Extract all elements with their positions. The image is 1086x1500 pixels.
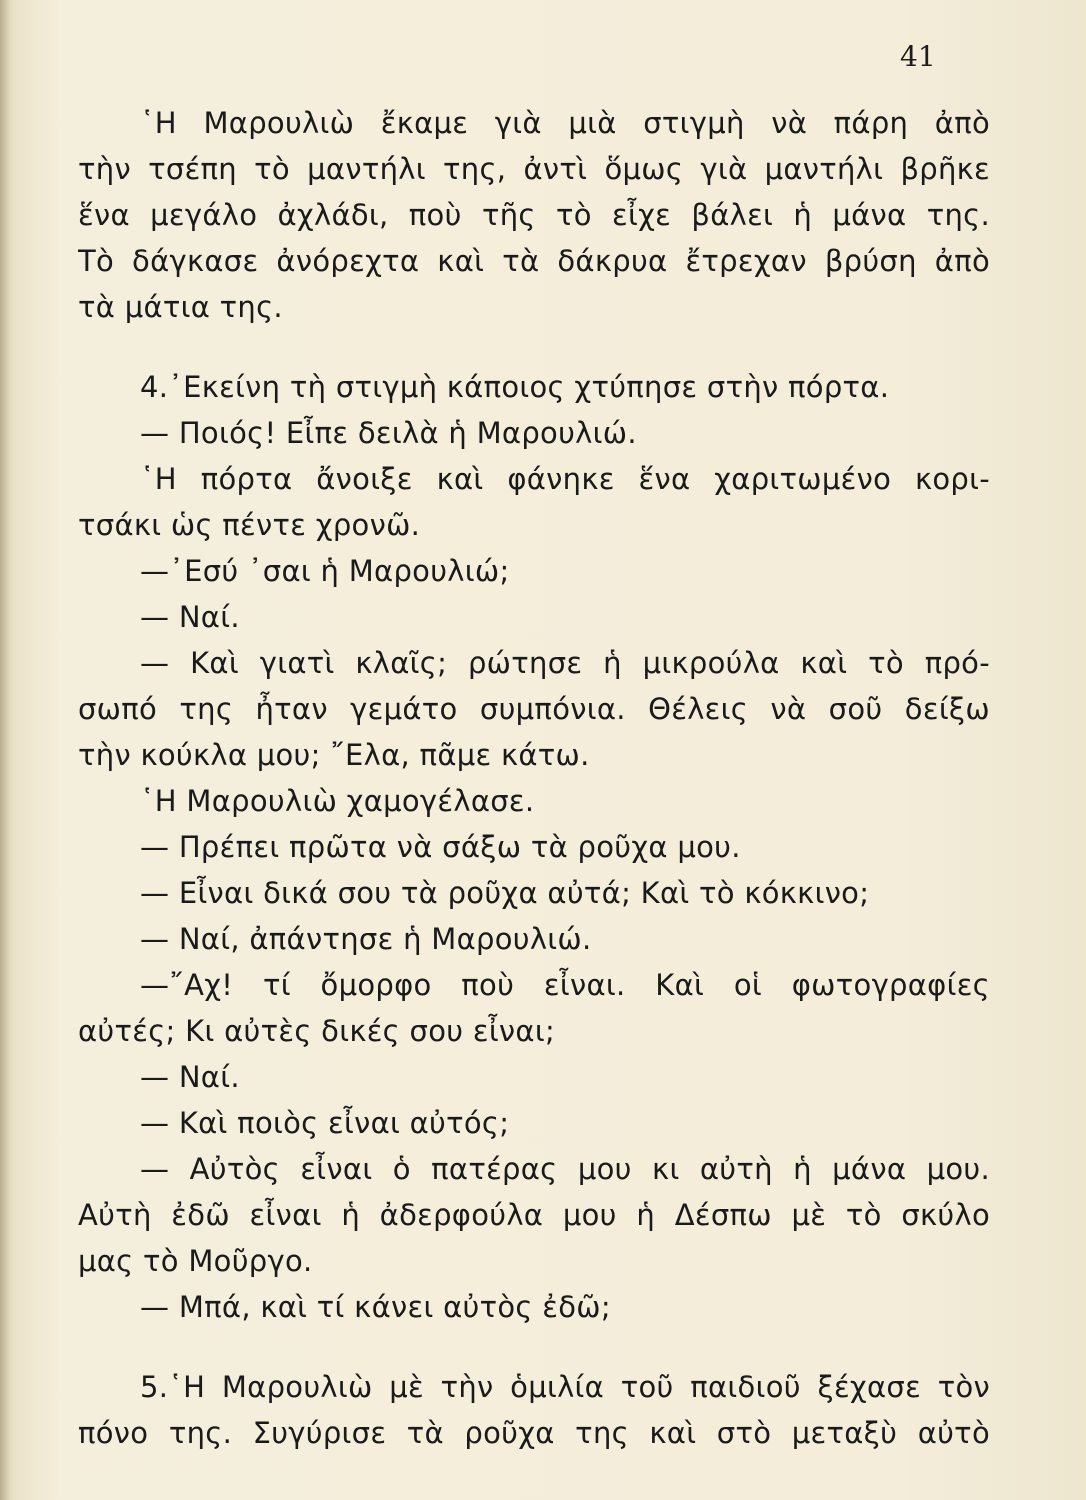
- page-number: 41: [900, 40, 936, 73]
- dialogue-line: — Μπά, καὶ τί κάνει αὐτὸς ἐδῶ;: [140, 1290, 611, 1324]
- section-heading-line: 5.῾Η Μαρουλιὼ μὲ τὴν ὁμιλία τοῦ παιδιοῦ ξέχασε τὸν: [140, 1370, 990, 1404]
- text-line: σωπό της ἦταν γεμάτο συμπόνια. Θέλεις νὰ σοῦ δείξω: [78, 692, 990, 726]
- page-spine-edge: [0, 0, 10, 1500]
- text-line: μας τὸ Μοῦργο.: [78, 1244, 313, 1278]
- dialogue-line: — Καὶ γιατὶ κλαῖς; ρώτησε ἡ μικρούλα καὶ τὸ πρό-: [140, 646, 990, 680]
- paragraph-gap: [78, 330, 990, 364]
- text-line: πόνο της. Συγύρισε τὰ ροῦχα της καὶ στὸ μεταξὺ αὐτὸ: [78, 1416, 990, 1450]
- text-line: αὐτές; Κι αὐτὲς δικές σου εἶναι;: [78, 1014, 556, 1048]
- text-line: τὰ μάτια της.: [78, 290, 283, 324]
- text-line: Αὐτὴ ἐδῶ εἶναι ἡ ἀδερφούλα μου ἡ Δέσπω μὲ τὸ σκύλο: [78, 1198, 990, 1232]
- text-line: τσάκι ὡς πέντε χρονῶ.: [78, 508, 421, 542]
- text-line: τὴν τσέπη τὸ μαντήλι της, ἀντὶ ὅμως γιὰ μαντήλι βρῆκε: [78, 152, 990, 186]
- dialogue-line: — Ναί.: [140, 1060, 240, 1094]
- dialogue-line: — Ναί.: [140, 600, 240, 634]
- text-line: ῾Η πόρτα ἄνοιξε καὶ φάνηκε ἕνα χαριτωμένο κορι-: [140, 462, 990, 496]
- paragraph-gap: [78, 1330, 990, 1364]
- section-heading-line: 4.᾿Εκείνη τὴ στιγμὴ κάποιος χτύπησε στὴν πόρτα.: [140, 370, 890, 404]
- page-text: [78, 100, 990, 1456]
- text-line: ῾Η Μαρουλιὼ ἔκαμε γιὰ μιὰ στιγμὴ νὰ πάρη ἀπὸ: [140, 106, 990, 140]
- dialogue-line: — Ναί, ἀπάντησε ἡ Μαρουλιώ.: [140, 922, 592, 956]
- text-line: Τὸ δάγκασε ἀνόρεχτα καὶ τὰ δάκρυα ἔτρεχαν βρύση ἀπὸ: [78, 244, 990, 278]
- dialogue-line: — Καὶ ποιὸς εἶναι αὐτός;: [140, 1106, 510, 1140]
- dialogue-line: — Ποιός! Εἶπε δειλὰ ἡ Μαρουλιώ.: [140, 416, 637, 450]
- dialogue-line: — Εἶναι δικά σου τὰ ροῦχα αὐτά; Καὶ τὸ κόκκινο;: [140, 876, 870, 910]
- text-line: τὴν κούκλα μου; ῎Ελα, πᾶμε κάτω.: [78, 738, 590, 772]
- dialogue-line: — Πρέπει πρῶτα νὰ σάξω τὰ ροῦχα μου.: [140, 830, 741, 864]
- text-line: ἕνα μεγάλο ἀχλάδι, ποὺ τῆς τὸ εἶχε βάλει ἡ μάνα της.: [78, 198, 990, 232]
- dialogue-line: —῎Αχ! τί ὄμορφο ποὺ εἶναι. Καὶ οἱ φωτογραφίες: [140, 968, 990, 1002]
- dialogue-line: —᾿Εσύ ᾿σαι ἡ Μαρουλιώ;: [140, 554, 510, 588]
- dialogue-line: — Αὐτὸς εἶναι ὁ πατέρας μου κι αὐτὴ ἡ μάνα μου.: [140, 1152, 990, 1186]
- text-line: ῾Η Μαρουλιὼ χαμογέλασε.: [140, 784, 535, 818]
